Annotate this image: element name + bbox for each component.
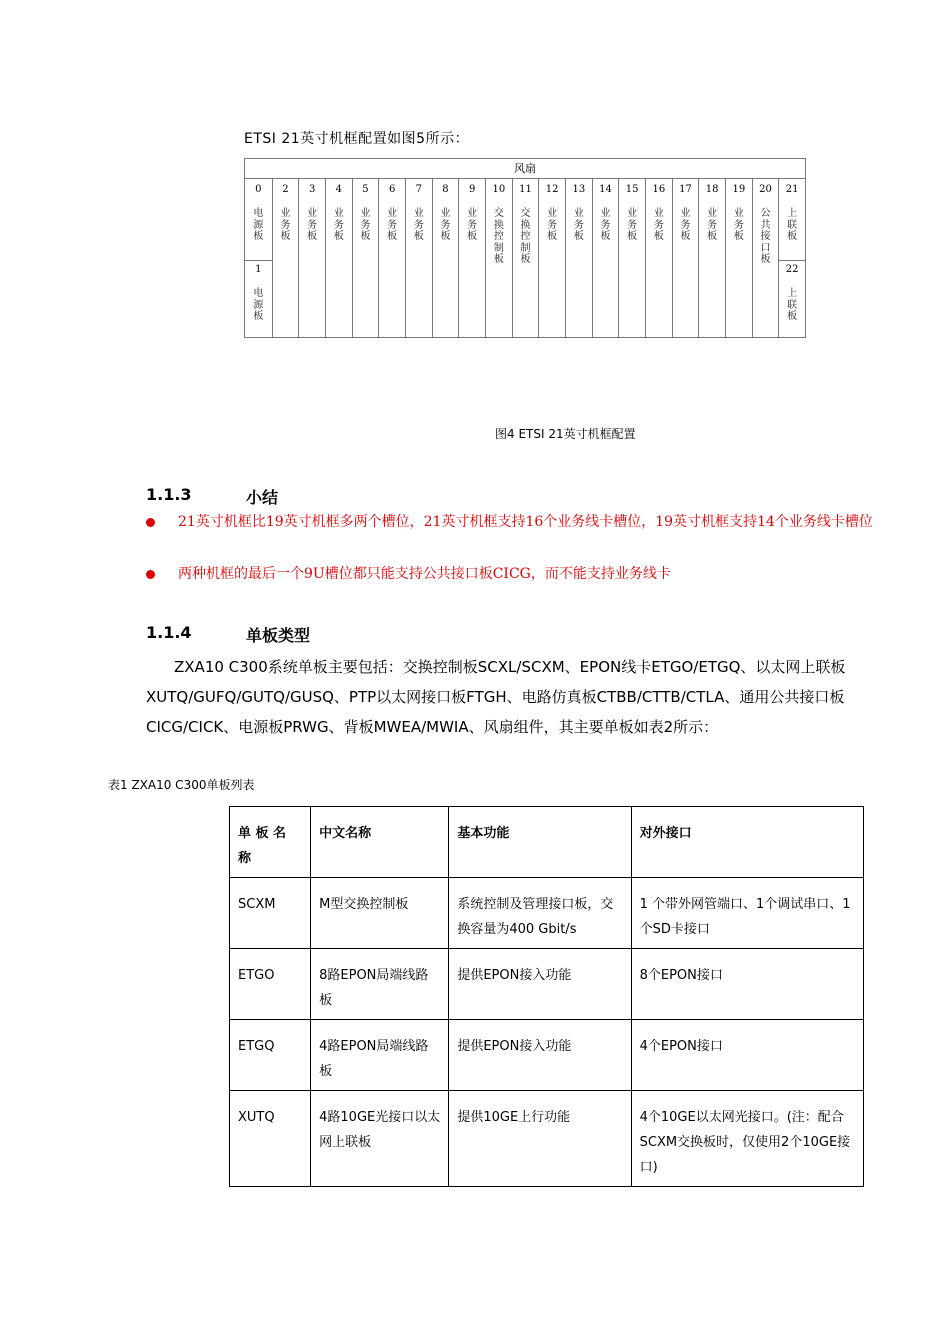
bullet-text: 两种机框的最后一个9U槽位都只能支持公共接口板CICG，而不能支持业务线卡: [178, 566, 671, 582]
slot-number: 4: [335, 184, 343, 195]
slot-number: 19: [732, 184, 746, 195]
rack-slot: [538, 178, 565, 337]
rack-slot: [245, 178, 272, 337]
slot-number: 3: [308, 184, 316, 195]
slot-label: 业 务 板: [387, 208, 398, 242]
rack-diagram: [244, 158, 806, 338]
slot-label: 电 源 板: [253, 208, 264, 242]
slot-label: 上 联 板: [787, 288, 798, 322]
table-cell: SCXM: [230, 878, 311, 949]
rack-slot: [432, 178, 459, 337]
section-number: 1.1.4: [146, 623, 192, 642]
slot-label: 电 源 板: [253, 288, 264, 322]
slot-label: 业 务 板: [627, 208, 638, 242]
slot-label: 业 务 板: [600, 208, 611, 242]
rack-slot: [778, 178, 805, 337]
table-cell: 提供EPON接入功能: [449, 949, 631, 1020]
bullet-icon: [146, 570, 155, 579]
slot-number: 6: [388, 184, 396, 195]
table-cell: ETGQ: [230, 1020, 311, 1091]
slot-number: 17: [679, 184, 692, 195]
rack-slot: [272, 178, 299, 337]
slot-number: 11: [519, 184, 532, 195]
table-header-row: [230, 807, 864, 878]
slot-label: 业 务 板: [707, 208, 718, 242]
slot-number: 20: [759, 184, 772, 195]
slot-label: 业 务 板: [653, 208, 664, 242]
rack-slot: [618, 178, 645, 337]
slot-divider: [779, 260, 805, 261]
table-row: [230, 949, 864, 1020]
body-paragraph: ZXA10 C300系统单板主要包括：交换控制板SCXL/SCXM、EPON线卡ETGO/ETGQ、以太网上联板XUTQ/GUFQ/GUTQ/GUSQ、PTP以太网接口板FTGH、电路仿真板CTBB/CTTB/CTLA、通用公共接口板CICG/CICK、电源板PRWG、背板MWEA/MWIA、风扇组件，其主要单板如表2所示：: [146, 658, 846, 736]
slot-divider: [245, 260, 272, 261]
bullet-item: [146, 514, 906, 564]
rack-slot: [645, 178, 672, 337]
table-header-cell: 中文名称: [311, 807, 449, 878]
bullet-icon: [146, 518, 155, 527]
rack-slot: [698, 178, 725, 337]
slot-number: 9: [468, 184, 476, 195]
rack-slot: [378, 178, 405, 337]
slot-label: 业 务 板: [547, 208, 558, 242]
slot-label: 业 务 板: [733, 208, 744, 242]
slot-number: 21: [785, 184, 799, 195]
rack-slot: [352, 178, 379, 337]
table-header-cell: 基本功能: [449, 807, 631, 878]
slot-number: 13: [572, 184, 586, 195]
slot-number: 18: [705, 184, 719, 195]
slot-label: 业 务 板: [440, 208, 451, 242]
table-header-cell: 单 板 名 称: [230, 807, 311, 878]
table-header-cell: 对外接口: [631, 807, 863, 878]
slot-label: 公 共 接 口 板: [760, 208, 771, 265]
slot-number: 10: [492, 184, 506, 195]
slot-label: 业 务 板: [467, 208, 478, 242]
table-cell: 4路EPON局端线路板: [311, 1020, 449, 1091]
slot-label: 业 务 板: [307, 208, 318, 242]
slot-label: 交 换 控 制 板: [520, 208, 531, 265]
rack-slot: [458, 178, 485, 337]
table-row: [230, 878, 864, 949]
slot-number: 14: [599, 184, 612, 195]
slot-label: 业 务 板: [413, 208, 424, 242]
slot-label: 交 换 控 制 板: [493, 208, 504, 265]
table-cell: 4个EPON接口: [631, 1020, 863, 1091]
slot-label: 业 务 板: [360, 208, 371, 242]
intro-text: ETSI 21英寸机框配置如图5所示：: [244, 131, 470, 147]
table-cell: 提供10GE上行功能: [449, 1091, 631, 1187]
table-cell: 4个10GE以太网光接口。(注：配合SCXM交换板时，仅使用2个10GE接口): [631, 1091, 863, 1187]
table-cell: 1 个带外网管端口、1个调试串口、1个SD卡接口: [631, 878, 863, 949]
table-caption: 表1 ZXA10 C300单板列表: [108, 778, 255, 792]
section-number: 1.1.3: [146, 485, 192, 504]
table-cell: 4路10GE光接口以太网上联板: [311, 1091, 449, 1187]
section-heading-113: [146, 485, 446, 507]
slot-label: 业 务 板: [280, 208, 291, 242]
rack-slot: [512, 178, 539, 337]
section-title: 单板类型: [246, 626, 311, 645]
bullet-item: [146, 566, 906, 592]
rack-slot: [565, 178, 592, 337]
slot-number: 2: [282, 184, 289, 195]
slot-number: 15: [625, 184, 639, 195]
rack-slot: [298, 178, 325, 337]
slot-number: 5: [362, 184, 369, 195]
table-cell: XUTQ: [230, 1091, 311, 1187]
figure-caption: 图4 ETSI 21英寸机框配置: [495, 427, 636, 441]
rack-slot: [752, 178, 779, 337]
rack-slot: [672, 178, 699, 337]
slot-number: 7: [415, 184, 423, 195]
slot-label: 业 务 板: [680, 208, 691, 242]
rack-slot: [405, 178, 432, 337]
bullet-text: 21英寸机框比19英寸机框多两个槽位，21英寸机框支持16个业务线卡槽位，19英寸机框支持14个业务线卡槽位: [178, 514, 873, 530]
table-cell: 8个EPON接口: [631, 949, 863, 1020]
slot-number: 8: [442, 184, 449, 195]
slot-number: 0: [255, 184, 262, 195]
table-row: [230, 1020, 864, 1091]
section-title: 小结: [246, 488, 279, 507]
rack-slot: [592, 178, 619, 337]
slot-number: 1: [255, 264, 262, 275]
rack-slot: [485, 178, 512, 337]
table-cell: ETGO: [230, 949, 311, 1020]
section-heading-114: [146, 623, 446, 645]
rack-slot: [325, 178, 352, 337]
table-row: [230, 1091, 864, 1187]
rack-slot: [725, 178, 752, 337]
table-cell: 8路EPON局端线路板: [311, 949, 449, 1020]
slot-number: 12: [545, 184, 559, 195]
slot-label: 上 联 板: [787, 208, 798, 242]
fan-label: 风扇: [245, 159, 805, 179]
slot-number: 22: [785, 264, 799, 275]
table-cell: 系统控制及管理接口板，交换容量为400 Gbit/s: [449, 878, 631, 949]
slot-label: 业 务 板: [573, 208, 584, 242]
slot-label: 业 务 板: [333, 208, 344, 242]
board-table: [229, 806, 864, 1187]
table-cell: M型交换控制板: [311, 878, 449, 949]
slot-number: 16: [652, 184, 666, 195]
table-cell: 提供EPON接入功能: [449, 1020, 631, 1091]
